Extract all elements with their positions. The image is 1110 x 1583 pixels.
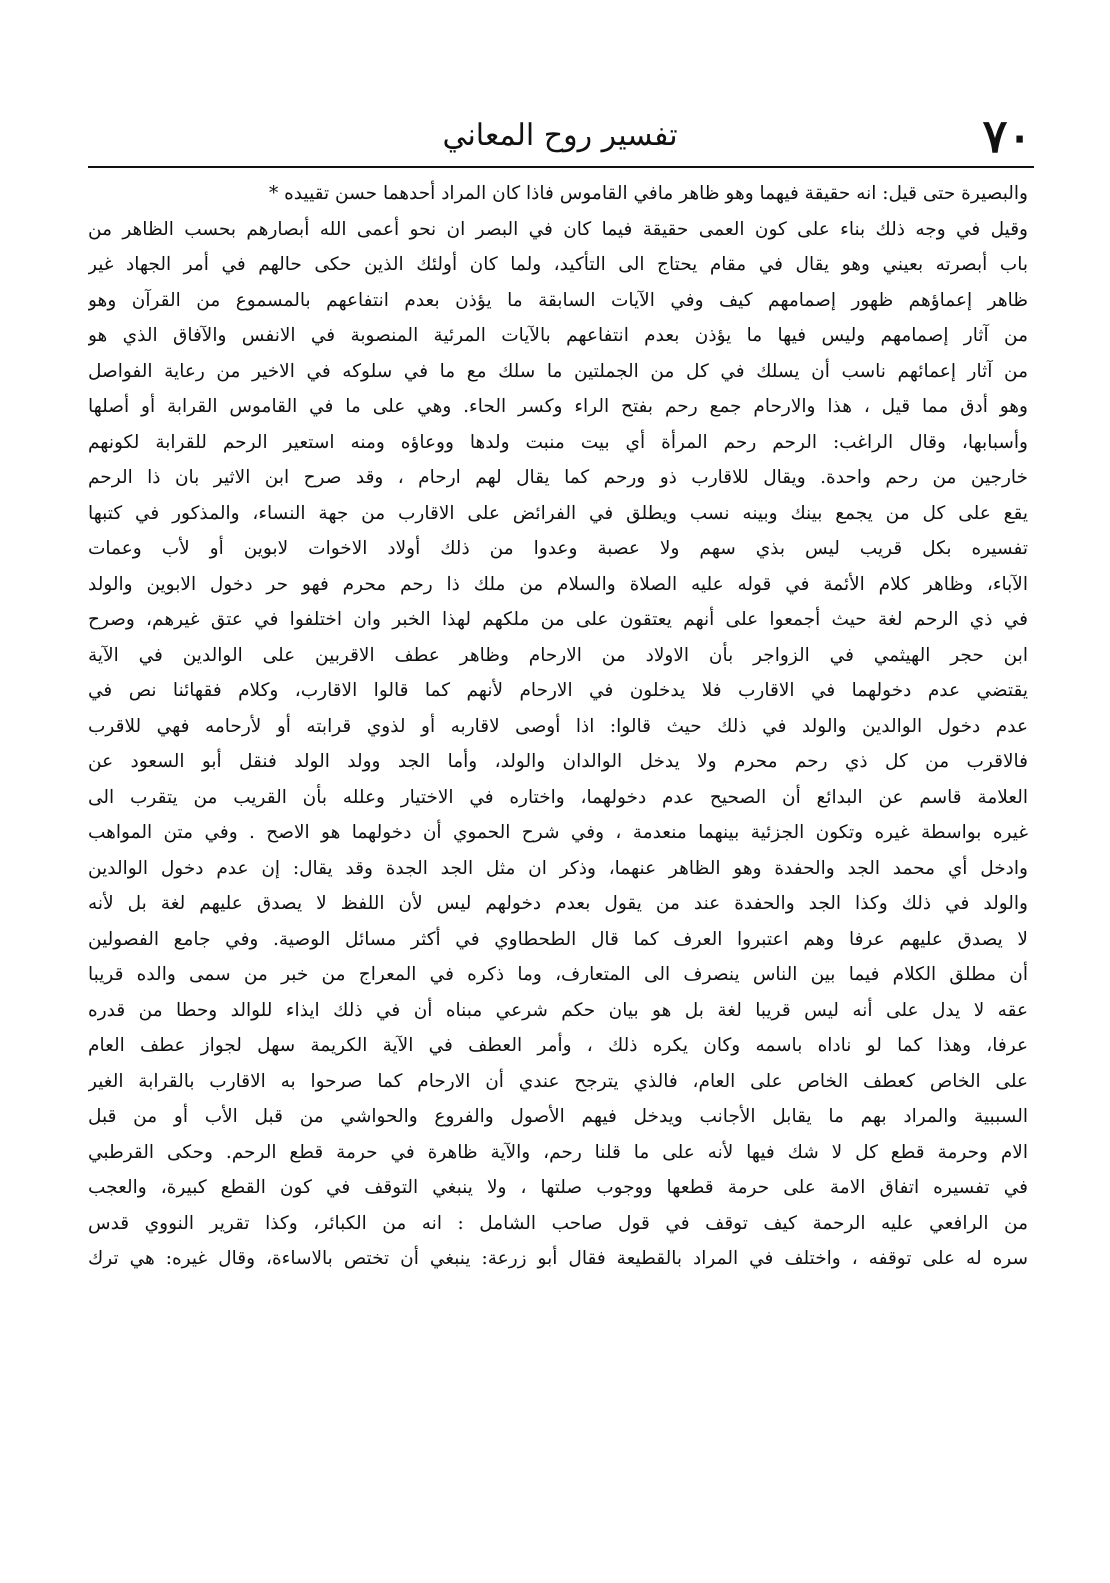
header-divider (88, 166, 1034, 168)
text-line: الام وحرمة قطع كل لا شك فيها لأنه على ما قلنا رحم، والآية ظاهرة في حرمة قطع الرحم. وحكى القرطبي (88, 1141, 1028, 1163)
text-line: من الرافعي عليه الرحمة كيف توقف في قول صاحب الشامل : انه من الكبائر، وكذا تقرير النووي قدس (88, 1212, 1028, 1234)
text-line: العلامة قاسم عن البدائع أن الصحيح عدم دخولهما، واختاره في الاختيار وعلله بأن القريب من يتقرب الى (88, 786, 1028, 808)
text-line: على الخاص كعطف الخاص على العام، فالذي يترجح عندي أن الارحام كما صرحوا به الاقارب بالقرابة الغير (88, 1070, 1028, 1092)
text-line: فالاقرب من كل ذي رحم محرم ولا يدخل الوالدان والولد، وأما الجد وولد الولد فنقل أبو السعود عن (88, 751, 1028, 772)
text-line: باب أبصرته بعيني وهو يقال في مقام يحتاج الى التأكيد، ولما كان أولئك الذين حكى حالهم في أمر الجهاد غير (88, 254, 1028, 275)
text-line: من آثار إصمامهم وليس فيها ما يؤذن بعدم انتفاعهم بالآيات المرئية المنصوبة في الانفس والآفاق الذي هو (88, 325, 1028, 346)
text-line: من آثار إعمائهم ناسب أن يسلك في كل من الجملتين ما سلك مع ما في سلوكه في الاخير من رعاية الفواصل (88, 360, 1028, 382)
text-line: والبصيرة حتى قيل: انه حقيقة فيهما وهو ظاهر مافي القاموس فاذا كان المراد أحدهما حسن تقييده * (268, 183, 1028, 204)
text-line: غيره بواسطة غيره وتكون الجزئية بينهما منعدمة ، وفي شرح الحموي أن دخولهما هو الاصح . وفي متن المواهب (88, 822, 1028, 843)
text-line: وقيل في وجه ذلك بناء على كون العمى حقيقة فيما كان في البصر ان نحو أعمى الله أبصارهم بحسب الظاهر من (88, 218, 1028, 240)
text-line: تفسيره بكل قريب ليس بذي سهم ولا عصبة وعدوا من ذلك أولاد الاخوات لابوين أو لأب وعمات (88, 538, 1028, 559)
page-header (88, 108, 1032, 164)
body-text (88, 176, 1028, 1277)
text-line: خارجين من رحم واحدة. ويقال للاقارب ذو ورحم كما يقال لهم ارحام ، وقد صرح ابن الاثير بان ذا الرحم (88, 467, 1028, 488)
text-line: لا يصدق عليهم عرفا وهم اعتبروا العرف كما قال الطحطاوي في أكثر مسائل الوصية. وفي جامع الفصولين (88, 928, 1028, 950)
text-line: في تفسيره اتفاق الامة على حرمة قطعها ووجوب صلتها ، ولا ينبغي التوقف في كون القطع كبيرة، والعجب (88, 1177, 1028, 1198)
page-number: ٧٠ (982, 109, 1032, 163)
text-line: وأسبابها، وقال الراغب: الرحم رحم المرأة أي بيت منبت ولدها ووعاؤه ومنه استعير الرحم للقرابة لكونهم (88, 431, 1028, 453)
text-line: عقه لا يدل على أنه ليس قريبا لغة بل هو بيان حكم شرعي مبناه أن في ذلك ايذاء للوالد وحطا من قدره (88, 999, 1028, 1021)
text-line: في ذي الرحم لغة حيث أجمعوا على أنهم يعتقون على من ملكهم لهذا الخبر وان اختلفوا في عتق غيرهم، وصرح (88, 609, 1028, 630)
text-line: ابن حجر الهيثمي في الزواجر بأن الاولاد من الارحام وظاهر عطف الاقربين على الوالدين في الآية (88, 644, 1028, 666)
text-line: وادخل أي محمد الجد والحفدة وهو الظاهر عنهما، وذكر ان مثل الجد الجدة وقد يقال: إن عدم دخول الوالدين (88, 857, 1028, 879)
text-line: سره له على توقفه ، واختلف في المراد بالقطيعة فقال أبو زرعة: ينبغي أن تختص بالاساءة، وقال غيره: هي ترك (88, 1248, 1028, 1269)
text-line: الآباء، وظاهر كلام الأئمة في قوله عليه الصلاة والسلام من ملك ذا رحم محرم فهو حر دخول الابوين والولد (88, 573, 1028, 595)
text-line: السببية والمراد بهم ما يقابل الأجانب ويدخل فيهم الأصول والفروع والحواشي من قبل الأب أو من قبل (88, 1106, 1028, 1127)
text-line: يقتضي عدم دخولهما في الاقارب فلا يدخلون في الارحام لأنهم كما قالوا الاقارب، وكلام فقهائنا نص في (88, 680, 1028, 701)
text-line: عدم دخول الوالدين والولد في ذلك حيث قالوا: اذا أوصى لاقاربه أو لذوي قرابته أو لأرحامه فهي للاقرب (88, 715, 1028, 737)
text-line: يقع على كل من يجمع بينك وبينه نسب ويطلق في الفرائض على الاقارب من جهة النساء، والمذكور في كتبها (88, 502, 1028, 524)
running-title: تفسير روح المعاني (442, 118, 678, 153)
text-line: أن مطلق الكلام فيما بين الناس ينصرف الى المتعارف، وما ذكره في المعراج من خبر من سمى والده قريبا (88, 964, 1028, 985)
text-line: ظاهر إعماؤهم ظهور إصمامهم كيف وفي الآيات السابقة ما يؤذن بعدم انتفاعهم بالمسموع من القرآن وهو (88, 289, 1028, 311)
text-line: والولد في ذلك وكذا الجد والحفدة عند من يقول بعدم دخولهم ليس لأن اللفظ لا يصدق عليهم لغة بل لأنه (88, 893, 1028, 914)
text-line: عرفا، وهذا كما لو ناداه باسمه وكان يكره ذلك ، وأمر العطف في الآية الكريمة سهل لجواز عطف العام (88, 1035, 1028, 1056)
text-line: وهو أدق مما قيل ، هذا والارحام جمع رحم بفتح الراء وكسر الحاء. وهي على ما في القاموس القرابة أو أصلها (88, 396, 1028, 417)
